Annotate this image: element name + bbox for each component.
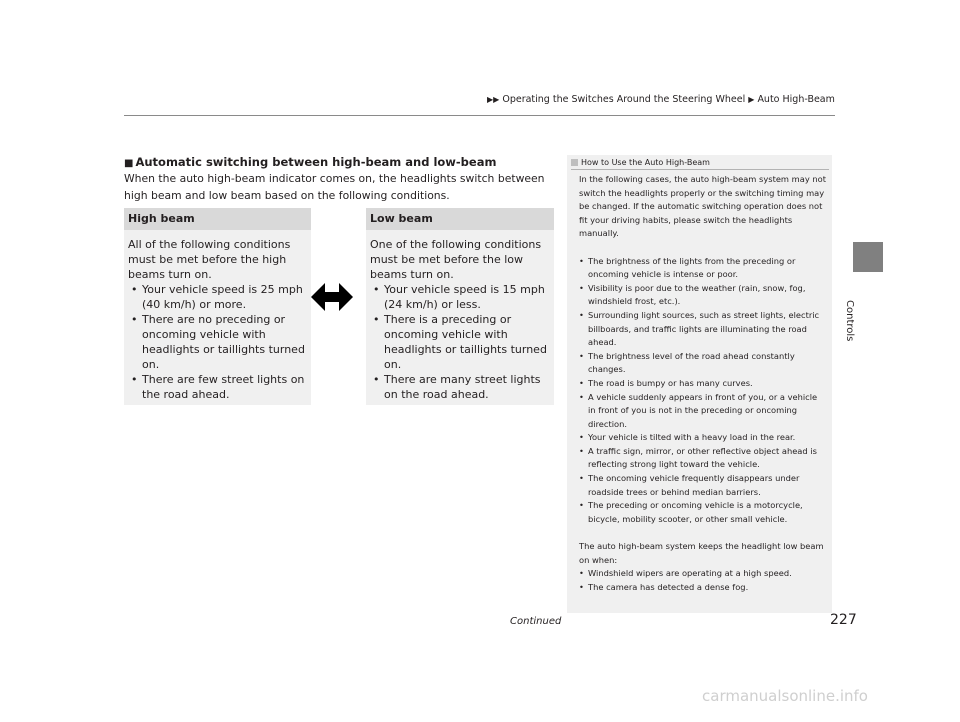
section-marker-icon: ■ — [124, 158, 134, 169]
list-item: • The preceding or oncoming vehicle is a motorcycle, bicycle, mobility scooter, or other small vehicle. — [579, 499, 827, 526]
side-note-low-beam-cases — [579, 567, 827, 594]
continued-label: Continued — [510, 616, 562, 627]
page-number: 227 — [830, 612, 857, 628]
list-item: • Windshield wipers are operating at a high speed. — [579, 567, 827, 581]
section-title — [124, 155, 496, 169]
list-item: • Surrounding light sources, such as street lights, electric billboards, and traffic lights are illuminating the road ahead. — [579, 309, 827, 350]
list-item: • A traffic sign, mirror, or other reflective object ahead is reflecting strong light toward the vehicle. — [579, 445, 827, 472]
list-item: • The brightness level of the road ahead constantly changes. — [579, 350, 827, 377]
side-note-divider — [571, 169, 829, 170]
section-intro: When the auto high-beam indicator comes on, the headlights switch between high beam and low beam based on the following conditions. — [124, 172, 545, 202]
list-item: • The oncoming vehicle frequently disappears under roadside trees or behind median barriers. — [579, 472, 827, 499]
side-note-cases — [579, 255, 827, 527]
high-beam-heading: High beam — [124, 208, 311, 230]
triangle-icon: ▶ — [748, 95, 755, 104]
low-beam-heading: Low beam — [366, 208, 554, 230]
header-divider — [124, 115, 835, 116]
section-title-text: Automatic switching between high-beam and low-beam — [135, 155, 497, 169]
high-beam-body — [128, 237, 308, 402]
list-item: • Your vehicle is tilted with a heavy load in the rear. — [579, 431, 827, 445]
list-item: • Visibility is poor due to the weather (rain, snow, fog, windshield frost, etc.). — [579, 282, 827, 309]
chapter-tab-marker — [853, 242, 883, 272]
list-item: • Your vehicle speed is 15 mph (24 km/h) or less. — [370, 282, 552, 312]
reference-icon — [571, 159, 578, 166]
list-item: • There is a preceding or oncoming vehicle with headlights or taillights turned on. — [370, 312, 552, 372]
low-beam-lead: One of the following conditions must be met before the low beams turn on. — [370, 238, 542, 281]
double-arrow-icon — [311, 281, 353, 313]
high-beam-conditions — [128, 282, 308, 402]
low-beam-conditions — [370, 282, 552, 402]
list-item: • There are many street lights on the road ahead. — [370, 372, 552, 402]
breadcrumb-topic[interactable]: Auto High-Beam — [757, 94, 835, 105]
side-note-intro: In the following cases, the auto high-beam system may not switch the headlights properly or the switching timing may be changed. If the automatic switching operation does not fit your driving habits, please switch the headlights manually. — [579, 174, 826, 239]
list-item: • A vehicle suddenly appears in front of you, or a vehicle in front of you is not in the preceding or oncoming direction. — [579, 391, 827, 432]
side-note-heading — [571, 158, 710, 167]
list-item: • The camera has detected a dense fog. — [579, 581, 827, 595]
side-note-title: How to Use the Auto High-Beam — [581, 158, 710, 167]
breadcrumb-section[interactable]: Operating the Switches Around the Steering Wheel — [502, 94, 746, 105]
watermark: carmanualsonline.info — [702, 687, 868, 705]
double-triangle-icon: ▶▶ — [487, 95, 500, 104]
low-beam-body — [370, 237, 552, 402]
side-note-outro: The auto high-beam system keeps the headlight low beam on when: — [579, 541, 824, 565]
side-note-body — [579, 173, 827, 594]
list-item: • Your vehicle speed is 25 mph (40 km/h) or more. — [128, 282, 308, 312]
list-item: • There are no preceding or oncoming vehicle with headlights or taillights turned on. — [128, 312, 308, 372]
list-item: • The road is bumpy or has many curves. — [579, 377, 827, 391]
high-beam-lead: All of the following conditions must be met before the high beams turn on. — [128, 238, 291, 281]
breadcrumb — [487, 94, 835, 105]
chapter-tab-label[interactable]: Controls — [844, 300, 855, 342]
list-item: • There are few street lights on the road ahead. — [128, 372, 308, 402]
list-item: • The brightness of the lights from the preceding or oncoming vehicle is intense or poor. — [579, 255, 827, 282]
